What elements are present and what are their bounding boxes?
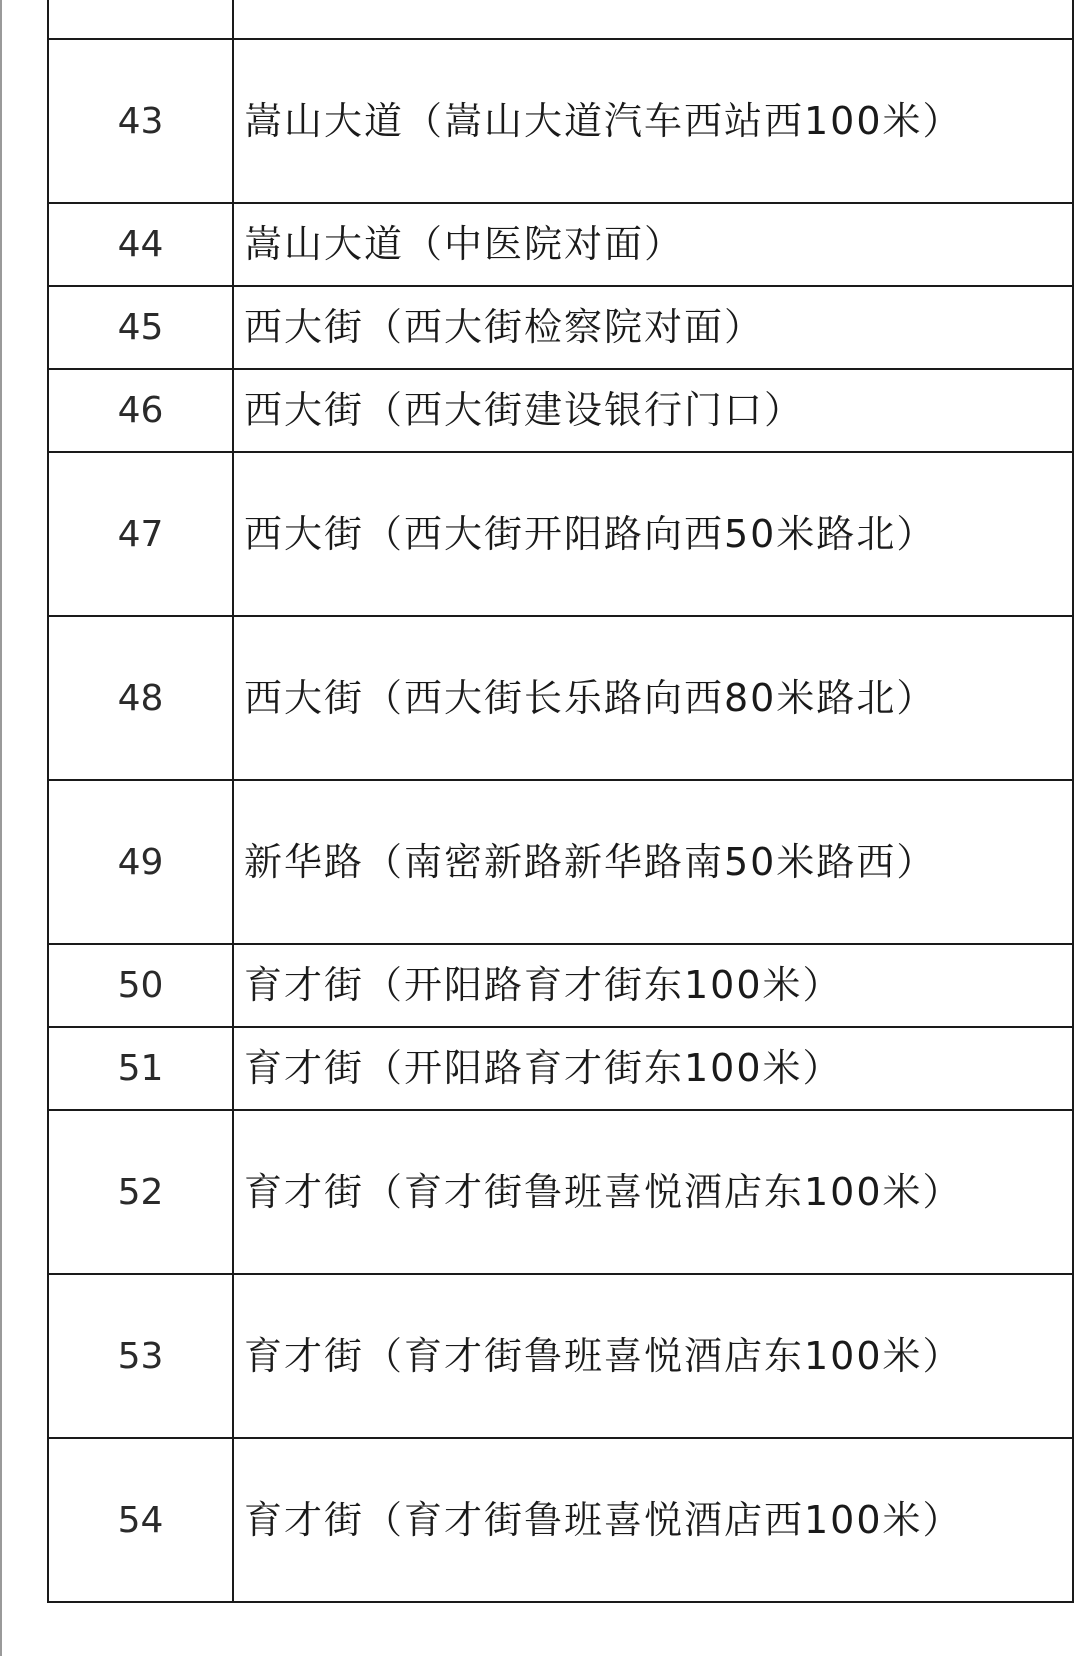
address-cell [233,0,1073,39]
table-row [48,369,1073,452]
row-number: 48 [48,616,233,780]
row-address: 嵩山大道（嵩山大道汽车西站西100米） [233,39,1073,203]
row-address: 嵩山大道（中医院对面） [233,203,1073,286]
row-number: 51 [48,1027,233,1110]
row-address: 育才街（育才街鲁班喜悦酒店西100米） [233,1438,1073,1602]
row-address: 育才街（开阳路育才街东100米） [233,944,1073,1027]
row-number: 43 [48,39,233,203]
table-row [48,203,1073,286]
table-row [48,780,1073,944]
left-edge-divider [0,0,2,1656]
row-address: 育才街（育才街鲁班喜悦酒店东100米） [233,1110,1073,1274]
row-number: 53 [48,1274,233,1438]
row-address: 西大街（西大街开阳路向西50米路北） [233,452,1073,616]
row-address: 西大街（西大街检察院对面） [233,286,1073,369]
row-address: 新华路（南密新路新华路南50米路西） [233,780,1073,944]
number-cell [48,0,233,39]
row-address: 西大街（西大街建设银行门口） [233,369,1073,452]
row-number: 49 [48,780,233,944]
row-number: 46 [48,369,233,452]
row-number: 52 [48,1110,233,1274]
table-row [48,286,1073,369]
table-row [48,1110,1073,1274]
address-table [47,0,1074,1603]
table-row [48,1274,1073,1438]
row-number: 50 [48,944,233,1027]
row-number: 45 [48,286,233,369]
table-row [48,1027,1073,1110]
table-row [48,944,1073,1027]
table-row [48,39,1073,203]
row-address: 西大街（西大街长乐路向西80米路北） [233,616,1073,780]
table-row [48,1438,1073,1602]
row-address: 育才街（开阳路育才街东100米） [233,1027,1073,1110]
row-number: 54 [48,1438,233,1602]
table-row [48,452,1073,616]
table-row [48,616,1073,780]
row-number: 47 [48,452,233,616]
address-table-container [47,0,1074,1603]
row-number: 44 [48,203,233,286]
table-row-partial [48,0,1073,39]
row-address: 育才街（育才街鲁班喜悦酒店东100米） [233,1274,1073,1438]
